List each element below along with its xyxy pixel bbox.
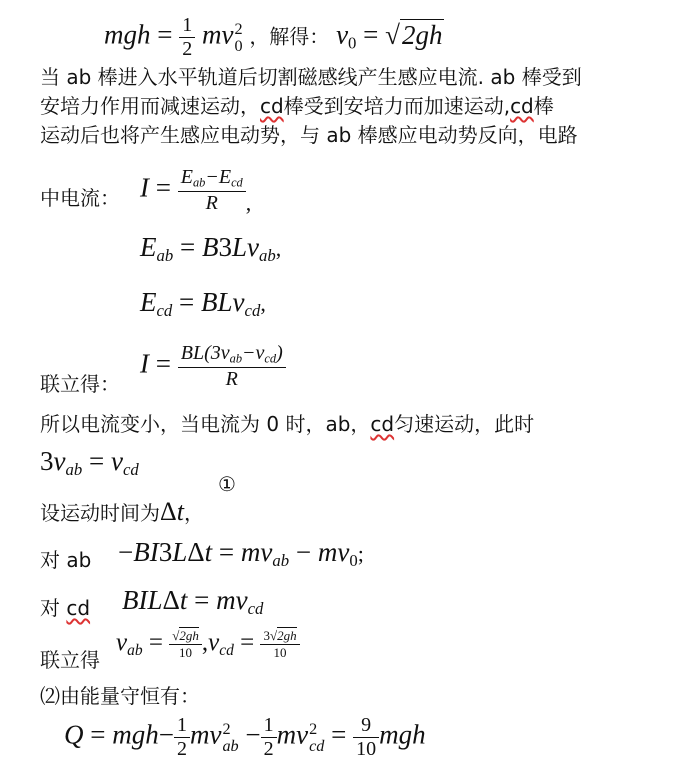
part2-label: ⑵由能量守恒有： [40, 684, 200, 708]
current-label: 中电流： [40, 186, 120, 210]
paragraph-uniform-motion: 所以电流变小，当电流为 0 时，ab，cd匀速运动，此时 [40, 412, 535, 436]
ab-label: 对 ab [40, 548, 92, 572]
cd-label: 对 cd [40, 596, 91, 620]
energy-equation: mgh = $\frac{1}{2}$ mv 2 0 ，解得： $v_0 = √2gh$ [104, 14, 443, 60]
current-equation: I = $\frac{E_{ab}-E_{cd}}{R}$ $_,$ [140, 166, 252, 216]
paragraph-line-2: 安培力作用而减速运动，cd棒受到安培力而加速运动,cd棒 [40, 94, 554, 118]
emf-cd-equation: $E_{cd} = BLv_{cd}$, [140, 287, 266, 321]
heat-equation: Q = mgh− $\frac{1}{2}$ mv 2 ab − $\frac{1}{2}$ mv 2 cd = $\frac{9}{10}$ mgh [64, 714, 426, 760]
paragraph-line-3: 运动后也将产生感应电动势，与 ab 棒感应电动势反向，电路 [40, 123, 578, 147]
combined-current-equation: I = $\frac{BL(3v_{ab}-v_{cd})}{R}$ [140, 342, 286, 391]
emf-ab-equation: $E_{ab} = B3Lv_{ab}$, [140, 232, 282, 266]
velocity-relation-equation: $3v_{ab} = v_{cd}$ [40, 446, 139, 480]
equation-number-1: ① [218, 472, 236, 496]
velocity-results: $v_{ab}$ = $\frac{√2gh}{10}$ $,v_{cd}$ = $\frac{3√2gh}{10}$ [116, 628, 300, 661]
time-statement: 设运动时间为Δt， [40, 497, 204, 526]
paragraph-line-1: 当 ab 棒进入水平轨道后切割磁感线产生感应电流. ab 棒受到 [40, 65, 582, 89]
ab-momentum-equation: $-BI3L\Delta t = mv_{ab} - mv_0$; [118, 537, 364, 571]
solve-label: ，解得： [249, 24, 330, 49]
combine2-label: 联立得 [40, 648, 100, 672]
cd-momentum-equation: $BIL\Delta t = mv_{cd}$ [122, 585, 264, 619]
combine-label: 联立得： [40, 372, 120, 396]
